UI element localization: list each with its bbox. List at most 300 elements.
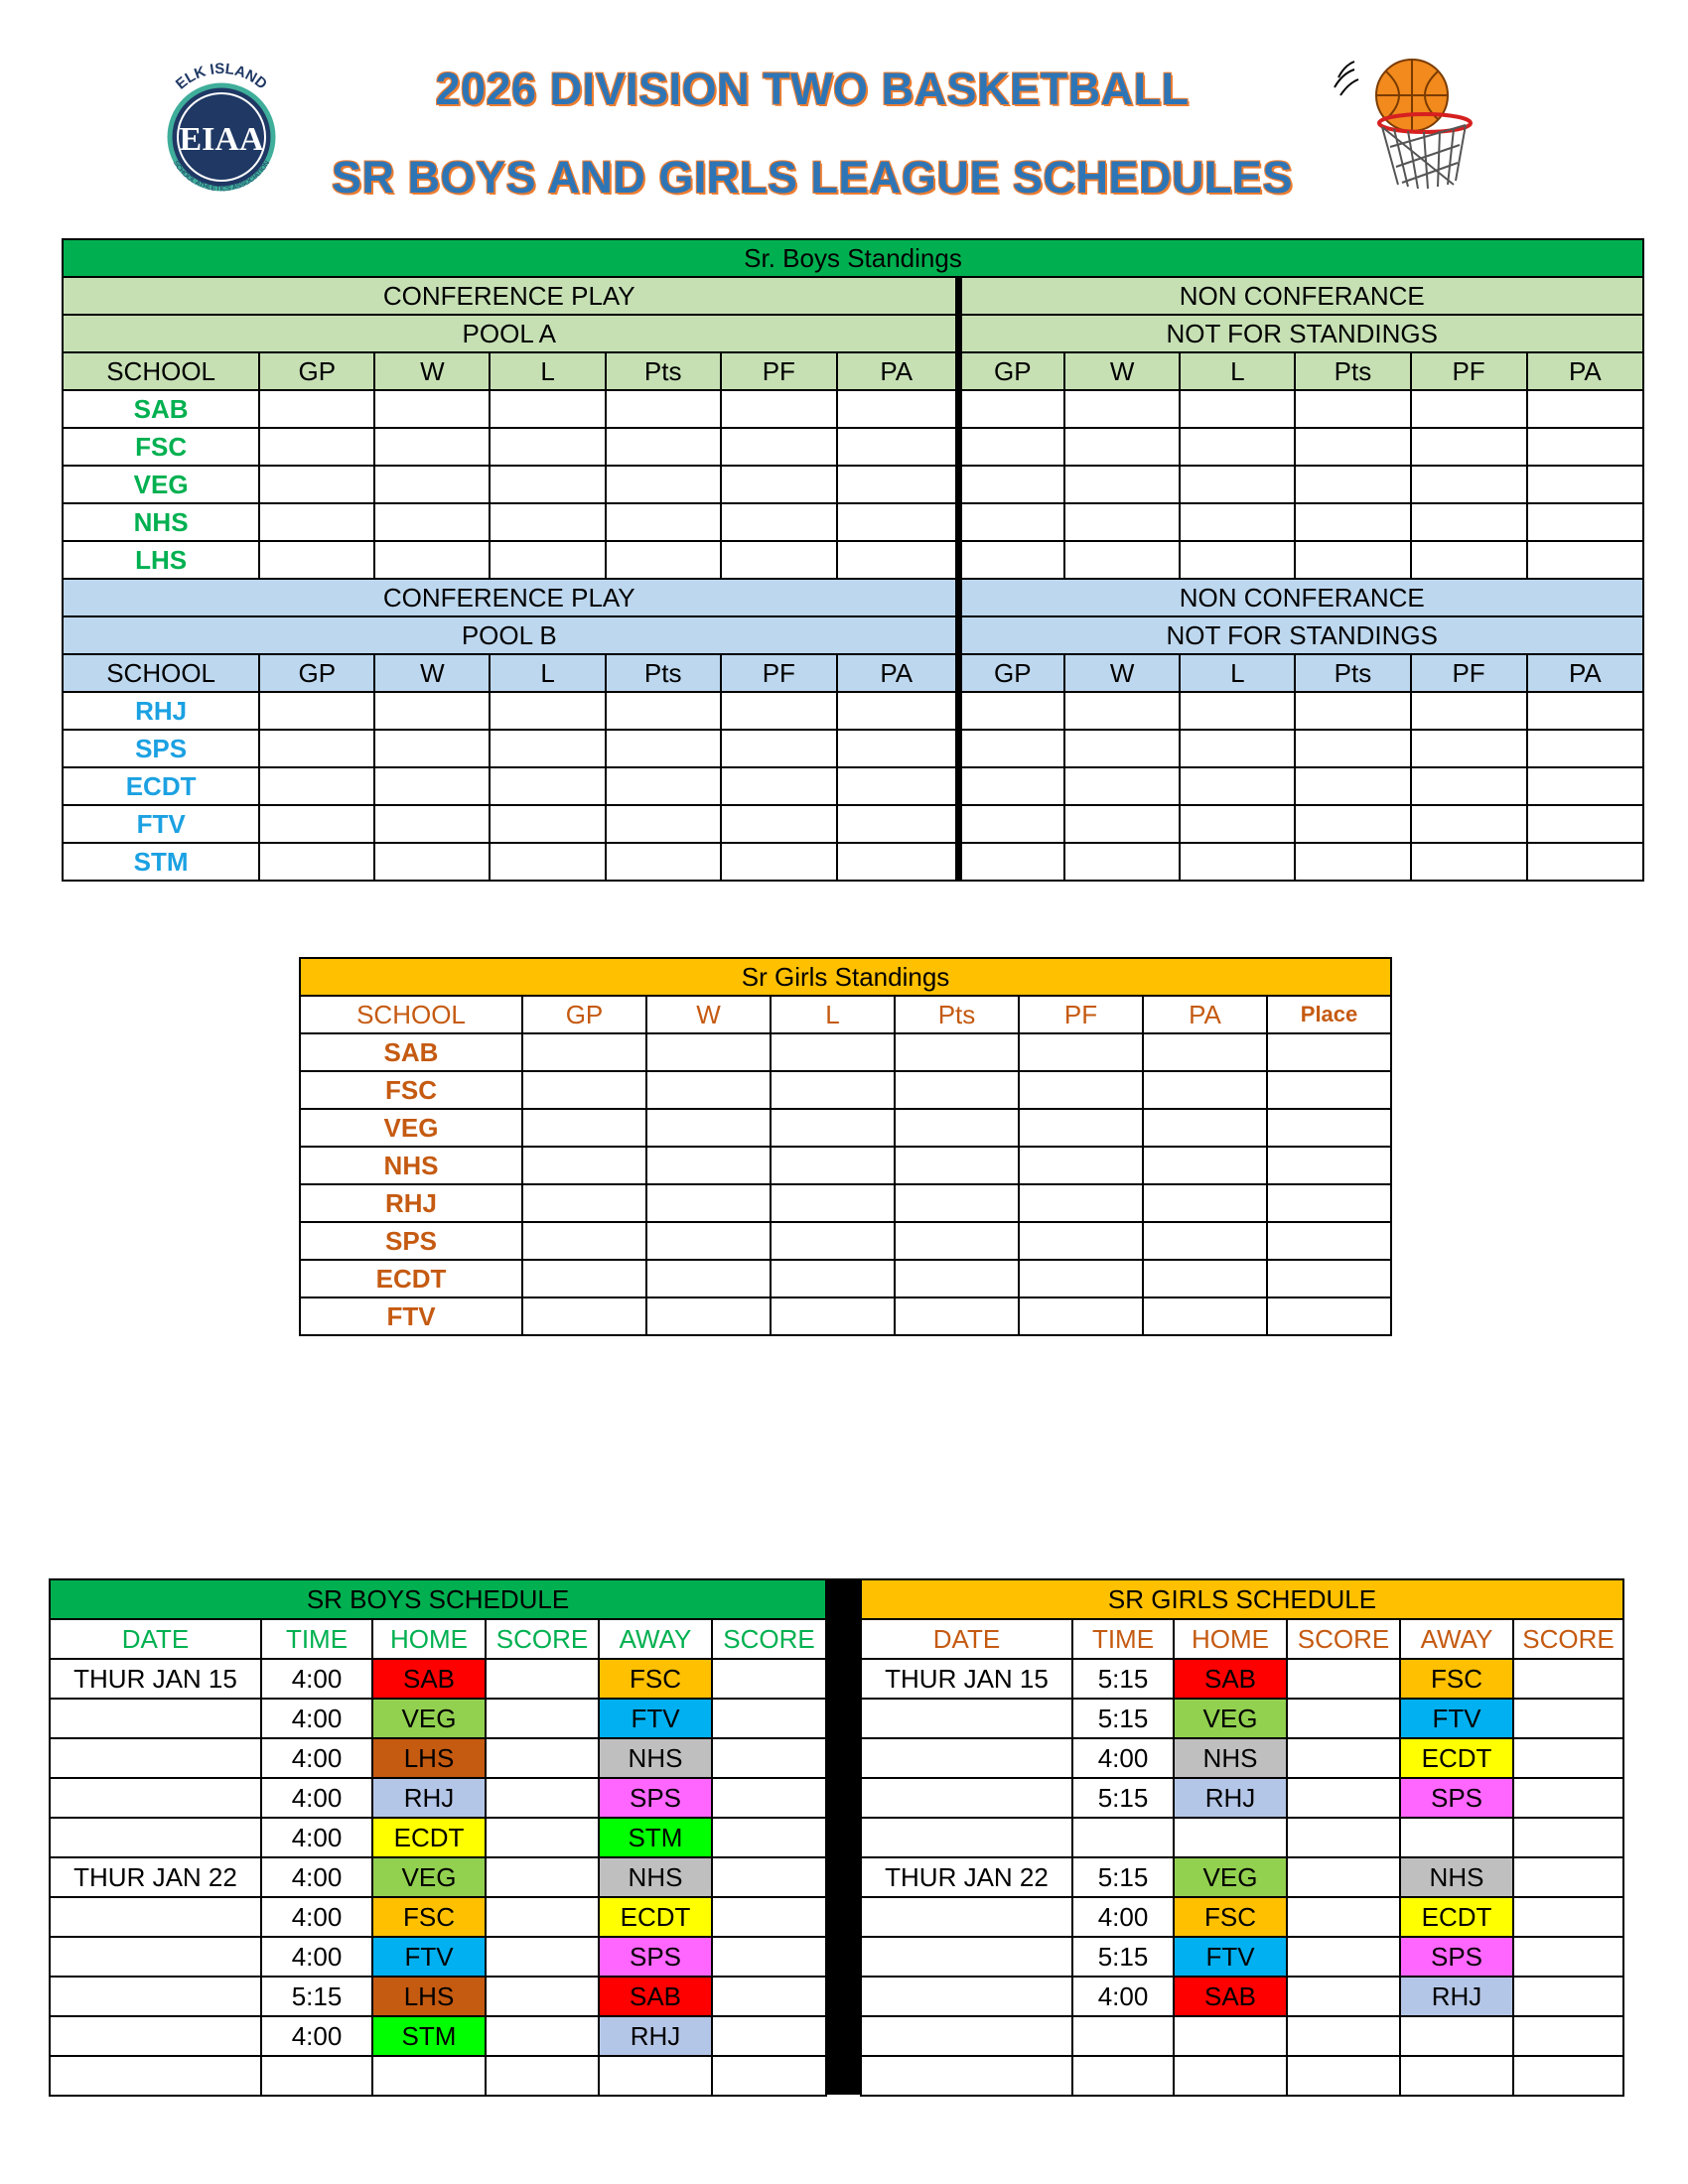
away-team: SPS bbox=[599, 1937, 712, 1977]
team-row bbox=[63, 428, 1643, 466]
column-header: SCORE bbox=[486, 1619, 599, 1659]
stat-cell bbox=[1143, 1297, 1267, 1335]
stat-cell bbox=[958, 767, 1064, 805]
game-row bbox=[50, 1937, 826, 1977]
stat-cell bbox=[374, 805, 490, 843]
away-score bbox=[1513, 1937, 1623, 1977]
home-score bbox=[1287, 2056, 1400, 2096]
away-score bbox=[1513, 1818, 1623, 1857]
column-header: Pts bbox=[606, 654, 721, 692]
away-team: NHS bbox=[599, 1857, 712, 1897]
game-row bbox=[50, 1699, 826, 1738]
pool-header-row bbox=[63, 579, 1643, 616]
home-team: LHS bbox=[372, 1977, 486, 2016]
logo-bottom-text: SCHOOL ATHLETICS ASSOCIATION bbox=[171, 159, 272, 194]
stat-cell bbox=[522, 1071, 646, 1109]
boys-standings-table bbox=[62, 238, 1644, 882]
team-row bbox=[300, 1147, 1391, 1184]
schedule-title-row bbox=[861, 1579, 1623, 1619]
column-header: PA bbox=[837, 654, 958, 692]
column-header: PF bbox=[1019, 996, 1143, 1033]
stat-cell bbox=[1295, 503, 1410, 541]
stat-cell bbox=[721, 390, 837, 428]
stat-cell bbox=[1143, 1222, 1267, 1260]
team-row bbox=[63, 730, 1643, 767]
game-row bbox=[50, 1818, 826, 1857]
game-time bbox=[1072, 2056, 1174, 2096]
team-row bbox=[300, 1184, 1391, 1222]
game-date bbox=[861, 2016, 1072, 2056]
game-time: 4:00 bbox=[1072, 1977, 1174, 2016]
away-score bbox=[712, 1818, 826, 1857]
game-row bbox=[861, 1818, 1623, 1857]
column-header: PF bbox=[721, 352, 837, 390]
team-name: FSC bbox=[300, 1071, 522, 1109]
school-column-header: SCHOOL bbox=[63, 654, 259, 692]
game-date bbox=[861, 1818, 1072, 1857]
stat-cell bbox=[606, 767, 721, 805]
stat-cell bbox=[1180, 730, 1295, 767]
stat-cell bbox=[837, 692, 958, 730]
game-time: 4:00 bbox=[1072, 1897, 1174, 1937]
stat-cell bbox=[895, 1260, 1019, 1297]
team-row bbox=[63, 843, 1643, 881]
away-team: STM bbox=[599, 1818, 712, 1857]
home-score bbox=[486, 1937, 599, 1977]
stat-cell bbox=[895, 1033, 1019, 1071]
home-score bbox=[1287, 1937, 1400, 1977]
stat-cell bbox=[646, 1033, 771, 1071]
stat-cell bbox=[1180, 390, 1295, 428]
away-team: NHS bbox=[599, 1738, 712, 1778]
game-row bbox=[50, 1659, 826, 1699]
stat-cell bbox=[646, 1297, 771, 1335]
stat-cell bbox=[1180, 692, 1295, 730]
boys-schedule-table bbox=[49, 1578, 827, 2097]
game-time: 5:15 bbox=[1072, 1659, 1174, 1699]
column-header: Place bbox=[1267, 996, 1391, 1033]
column-header: GP bbox=[958, 352, 1064, 390]
boys-schedule-title: SR BOYS SCHEDULE bbox=[50, 1579, 826, 1619]
stat-cell bbox=[1019, 1147, 1143, 1184]
away-team: SAB bbox=[599, 1977, 712, 2016]
stat-cell bbox=[1064, 805, 1180, 843]
column-header-row bbox=[63, 352, 1643, 390]
column-header: SCORE bbox=[712, 1619, 826, 1659]
game-time: 5:15 bbox=[1072, 1857, 1174, 1897]
home-team: SAB bbox=[372, 1659, 486, 1699]
stat-cell bbox=[895, 1109, 1019, 1147]
stat-cell bbox=[837, 767, 958, 805]
team-name: VEG bbox=[63, 466, 259, 503]
column-header: L bbox=[1180, 654, 1295, 692]
stat-cell bbox=[1527, 428, 1643, 466]
away-team: SPS bbox=[599, 1778, 712, 1818]
game-row bbox=[50, 2056, 826, 2096]
home-score bbox=[1287, 1818, 1400, 1857]
stat-cell bbox=[646, 1109, 771, 1147]
stat-cell bbox=[771, 1260, 895, 1297]
logo-arc-text: ELK ISLAND bbox=[172, 60, 271, 93]
stat-cell bbox=[1527, 466, 1643, 503]
game-time: 4:00 bbox=[261, 1778, 372, 1818]
stat-cell bbox=[606, 843, 721, 881]
stat-cell bbox=[522, 1147, 646, 1184]
stat-cell bbox=[490, 466, 605, 503]
away-score bbox=[712, 1977, 826, 2016]
stat-cell bbox=[1527, 767, 1643, 805]
stat-cell bbox=[895, 1071, 1019, 1109]
home-team bbox=[1174, 2056, 1287, 2096]
stat-cell bbox=[259, 692, 374, 730]
stat-cell bbox=[1295, 692, 1410, 730]
stat-cell bbox=[1019, 1297, 1143, 1335]
stat-cell bbox=[259, 730, 374, 767]
stat-cell bbox=[522, 1260, 646, 1297]
away-team: ECDT bbox=[599, 1897, 712, 1937]
away-score bbox=[712, 2016, 826, 2056]
game-row bbox=[861, 1897, 1623, 1937]
home-score bbox=[486, 1977, 599, 2016]
stat-cell bbox=[606, 466, 721, 503]
stat-cell bbox=[771, 1071, 895, 1109]
team-row bbox=[300, 1297, 1391, 1335]
team-row bbox=[63, 541, 1643, 579]
stat-cell bbox=[1143, 1184, 1267, 1222]
stat-cell bbox=[1180, 805, 1295, 843]
home-team: SAB bbox=[1174, 1977, 1287, 2016]
column-header: Pts bbox=[1295, 352, 1410, 390]
stat-cell bbox=[1267, 1297, 1391, 1335]
away-score bbox=[712, 1699, 826, 1738]
game-time: 5:15 bbox=[1072, 1937, 1174, 1977]
stat-cell bbox=[1411, 805, 1527, 843]
stat-cell bbox=[259, 503, 374, 541]
away-team: RHJ bbox=[1400, 1977, 1513, 2016]
stat-cell bbox=[646, 1071, 771, 1109]
team-row bbox=[63, 767, 1643, 805]
stat-cell bbox=[895, 1222, 1019, 1260]
game-date bbox=[861, 1778, 1072, 1818]
stat-cell bbox=[721, 805, 837, 843]
game-time: 4:00 bbox=[261, 2016, 372, 2056]
stat-cell bbox=[1180, 428, 1295, 466]
stat-cell bbox=[1411, 466, 1527, 503]
girls-standings-table bbox=[299, 957, 1392, 1336]
stat-cell bbox=[259, 805, 374, 843]
home-score bbox=[486, 1699, 599, 1738]
logo-center-text: EIAA bbox=[179, 121, 264, 158]
stat-cell bbox=[1064, 503, 1180, 541]
stat-cell bbox=[1064, 692, 1180, 730]
game-date bbox=[861, 1977, 1072, 2016]
stat-cell bbox=[958, 428, 1064, 466]
stat-cell bbox=[721, 730, 837, 767]
column-header: TIME bbox=[1072, 1619, 1174, 1659]
away-score bbox=[712, 1937, 826, 1977]
game-row bbox=[50, 1738, 826, 1778]
away-score bbox=[1513, 1699, 1623, 1738]
away-score bbox=[712, 1857, 826, 1897]
column-header: SCHOOL bbox=[300, 996, 522, 1033]
stat-cell bbox=[1019, 1109, 1143, 1147]
stat-cell bbox=[259, 390, 374, 428]
game-date bbox=[50, 1897, 261, 1937]
away-team: ECDT bbox=[1400, 1897, 1513, 1937]
team-name: SPS bbox=[300, 1222, 522, 1260]
stat-cell bbox=[1143, 1033, 1267, 1071]
stat-cell bbox=[374, 767, 490, 805]
stat-cell bbox=[490, 541, 605, 579]
girls-schedule-title: SR GIRLS SCHEDULE bbox=[861, 1579, 1623, 1619]
home-score bbox=[1287, 1977, 1400, 2016]
team-name: ECDT bbox=[300, 1260, 522, 1297]
game-time: 4:00 bbox=[261, 1818, 372, 1857]
stat-cell bbox=[1180, 503, 1295, 541]
home-score bbox=[1287, 1897, 1400, 1937]
game-row bbox=[50, 1897, 826, 1937]
team-row bbox=[300, 1033, 1391, 1071]
team-row bbox=[300, 1071, 1391, 1109]
stat-cell bbox=[259, 428, 374, 466]
stat-cell bbox=[721, 503, 837, 541]
game-date bbox=[861, 1699, 1072, 1738]
team-name: RHJ bbox=[63, 692, 259, 730]
column-header: HOME bbox=[1174, 1619, 1287, 1659]
stat-cell bbox=[721, 466, 837, 503]
stat-cell bbox=[958, 730, 1064, 767]
stat-cell bbox=[522, 1222, 646, 1260]
team-name: SAB bbox=[63, 390, 259, 428]
column-header: L bbox=[490, 352, 605, 390]
away-team bbox=[1400, 2016, 1513, 2056]
column-header: PA bbox=[1527, 352, 1643, 390]
home-team: SAB bbox=[1174, 1659, 1287, 1699]
column-header: GP bbox=[259, 654, 374, 692]
stat-cell bbox=[1527, 805, 1643, 843]
conference-play-label: CONFERENCE PLAY bbox=[63, 277, 958, 315]
column-header: L bbox=[771, 996, 895, 1033]
stat-cell bbox=[1527, 843, 1643, 881]
stat-cell bbox=[522, 1184, 646, 1222]
stat-cell bbox=[1295, 730, 1410, 767]
game-date bbox=[50, 1738, 261, 1778]
away-team: RHJ bbox=[599, 2016, 712, 2056]
game-time: 5:15 bbox=[261, 1977, 372, 2016]
home-score bbox=[486, 1857, 599, 1897]
stat-cell bbox=[1064, 767, 1180, 805]
non-conference-label: NON CONFERANCE bbox=[958, 277, 1643, 315]
game-date bbox=[861, 2056, 1072, 2096]
game-row bbox=[50, 1857, 826, 1897]
pool-subheader-row bbox=[63, 315, 1643, 352]
column-header: PA bbox=[837, 352, 958, 390]
game-time bbox=[1072, 2016, 1174, 2056]
column-header: DATE bbox=[861, 1619, 1072, 1659]
game-time: 4:00 bbox=[261, 1857, 372, 1897]
home-score bbox=[486, 2056, 599, 2096]
stat-cell bbox=[771, 1147, 895, 1184]
home-team: VEG bbox=[1174, 1857, 1287, 1897]
home-team: VEG bbox=[372, 1857, 486, 1897]
away-team: SPS bbox=[1400, 1937, 1513, 1977]
team-name: NHS bbox=[63, 503, 259, 541]
standings-title-row bbox=[300, 958, 1391, 996]
stat-cell bbox=[1295, 466, 1410, 503]
home-team: ECDT bbox=[372, 1818, 486, 1857]
column-header: GP bbox=[958, 654, 1064, 692]
home-team: FTV bbox=[372, 1937, 486, 1977]
stat-cell bbox=[1143, 1147, 1267, 1184]
game-row bbox=[861, 1857, 1623, 1897]
game-time: 4:00 bbox=[261, 1897, 372, 1937]
team-row bbox=[63, 805, 1643, 843]
stat-cell bbox=[1411, 843, 1527, 881]
game-row bbox=[50, 1977, 826, 2016]
team-row bbox=[300, 1109, 1391, 1147]
column-header: W bbox=[1064, 654, 1180, 692]
team-name: ECDT bbox=[63, 767, 259, 805]
stat-cell bbox=[837, 805, 958, 843]
team-row bbox=[63, 692, 1643, 730]
column-header: GP bbox=[259, 352, 374, 390]
stat-cell bbox=[895, 1297, 1019, 1335]
stat-cell bbox=[490, 805, 605, 843]
column-header: W bbox=[374, 352, 490, 390]
column-header: PF bbox=[1411, 654, 1527, 692]
stat-cell bbox=[606, 503, 721, 541]
game-time bbox=[261, 2056, 372, 2096]
stat-cell bbox=[958, 692, 1064, 730]
stat-cell bbox=[1411, 767, 1527, 805]
stat-cell bbox=[1064, 428, 1180, 466]
team-name: VEG bbox=[300, 1109, 522, 1147]
stat-cell bbox=[1295, 805, 1410, 843]
game-date bbox=[50, 1977, 261, 2016]
game-time: 4:00 bbox=[1072, 1738, 1174, 1778]
game-date: THUR JAN 22 bbox=[861, 1857, 1072, 1897]
stat-cell bbox=[606, 428, 721, 466]
schedule-column-header-row bbox=[50, 1619, 826, 1659]
away-score bbox=[1513, 2056, 1623, 2096]
team-row bbox=[300, 1260, 1391, 1297]
team-row bbox=[63, 466, 1643, 503]
stat-cell bbox=[490, 730, 605, 767]
stat-cell bbox=[646, 1222, 771, 1260]
stat-cell bbox=[837, 466, 958, 503]
basketball-icon bbox=[1331, 58, 1489, 197]
game-row bbox=[861, 1699, 1623, 1738]
stat-cell bbox=[490, 503, 605, 541]
team-row bbox=[300, 1222, 1391, 1260]
stat-cell bbox=[606, 390, 721, 428]
home-team bbox=[1174, 1818, 1287, 1857]
stat-cell bbox=[771, 1184, 895, 1222]
stat-cell bbox=[606, 541, 721, 579]
stat-cell bbox=[1295, 541, 1410, 579]
column-header: SCORE bbox=[1287, 1619, 1400, 1659]
home-team bbox=[1174, 2016, 1287, 2056]
team-name: SPS bbox=[63, 730, 259, 767]
home-score bbox=[1287, 1778, 1400, 1818]
stat-cell bbox=[1064, 541, 1180, 579]
game-row bbox=[861, 1977, 1623, 2016]
stat-cell bbox=[646, 1184, 771, 1222]
column-header-row bbox=[300, 996, 1391, 1033]
away-team bbox=[1400, 1818, 1513, 1857]
stat-cell bbox=[1019, 1071, 1143, 1109]
stat-cell bbox=[374, 503, 490, 541]
away-team bbox=[599, 2056, 712, 2096]
stat-cell bbox=[374, 692, 490, 730]
stat-cell bbox=[958, 805, 1064, 843]
pool-header-row bbox=[63, 277, 1643, 315]
stat-cell bbox=[1295, 390, 1410, 428]
stat-cell bbox=[259, 466, 374, 503]
away-team: NHS bbox=[1400, 1857, 1513, 1897]
column-header: AWAY bbox=[1400, 1619, 1513, 1659]
away-score bbox=[1513, 1659, 1623, 1699]
away-team: SPS bbox=[1400, 1778, 1513, 1818]
team-row bbox=[63, 390, 1643, 428]
home-score bbox=[1287, 1659, 1400, 1699]
game-date bbox=[861, 1937, 1072, 1977]
home-team: VEG bbox=[372, 1699, 486, 1738]
game-time: 5:15 bbox=[1072, 1778, 1174, 1818]
game-row bbox=[861, 1778, 1623, 1818]
game-row bbox=[50, 2016, 826, 2056]
away-score bbox=[1513, 1778, 1623, 1818]
stat-cell bbox=[837, 541, 958, 579]
home-score bbox=[1287, 1738, 1400, 1778]
boys-standings-title: Sr. Boys Standings bbox=[63, 239, 1643, 277]
away-team bbox=[1400, 2056, 1513, 2096]
stat-cell bbox=[721, 692, 837, 730]
home-team: RHJ bbox=[372, 1778, 486, 1818]
stat-cell bbox=[1267, 1109, 1391, 1147]
stat-cell bbox=[721, 541, 837, 579]
stat-cell bbox=[1295, 767, 1410, 805]
stat-cell bbox=[1267, 1260, 1391, 1297]
stat-cell bbox=[1411, 692, 1527, 730]
stat-cell bbox=[1411, 541, 1527, 579]
stat-cell bbox=[837, 428, 958, 466]
column-header: L bbox=[490, 654, 605, 692]
stat-cell bbox=[771, 1222, 895, 1260]
home-team: RHJ bbox=[1174, 1778, 1287, 1818]
game-date bbox=[50, 1818, 261, 1857]
stat-cell bbox=[374, 428, 490, 466]
standings-title-row bbox=[63, 239, 1643, 277]
team-name: FTV bbox=[63, 805, 259, 843]
stat-cell bbox=[1019, 1184, 1143, 1222]
stat-cell bbox=[721, 428, 837, 466]
stat-cell bbox=[771, 1033, 895, 1071]
game-time: 4:00 bbox=[261, 1937, 372, 1977]
stat-cell bbox=[522, 1297, 646, 1335]
home-team: STM bbox=[372, 2016, 486, 2056]
home-score bbox=[486, 1897, 599, 1937]
column-header: W bbox=[646, 996, 771, 1033]
column-header: W bbox=[374, 654, 490, 692]
column-header: TIME bbox=[261, 1619, 372, 1659]
stat-cell bbox=[895, 1184, 1019, 1222]
column-header-row bbox=[63, 654, 1643, 692]
stat-cell bbox=[1267, 1071, 1391, 1109]
column-header: W bbox=[1064, 352, 1180, 390]
stat-cell bbox=[958, 843, 1064, 881]
home-team bbox=[372, 2056, 486, 2096]
